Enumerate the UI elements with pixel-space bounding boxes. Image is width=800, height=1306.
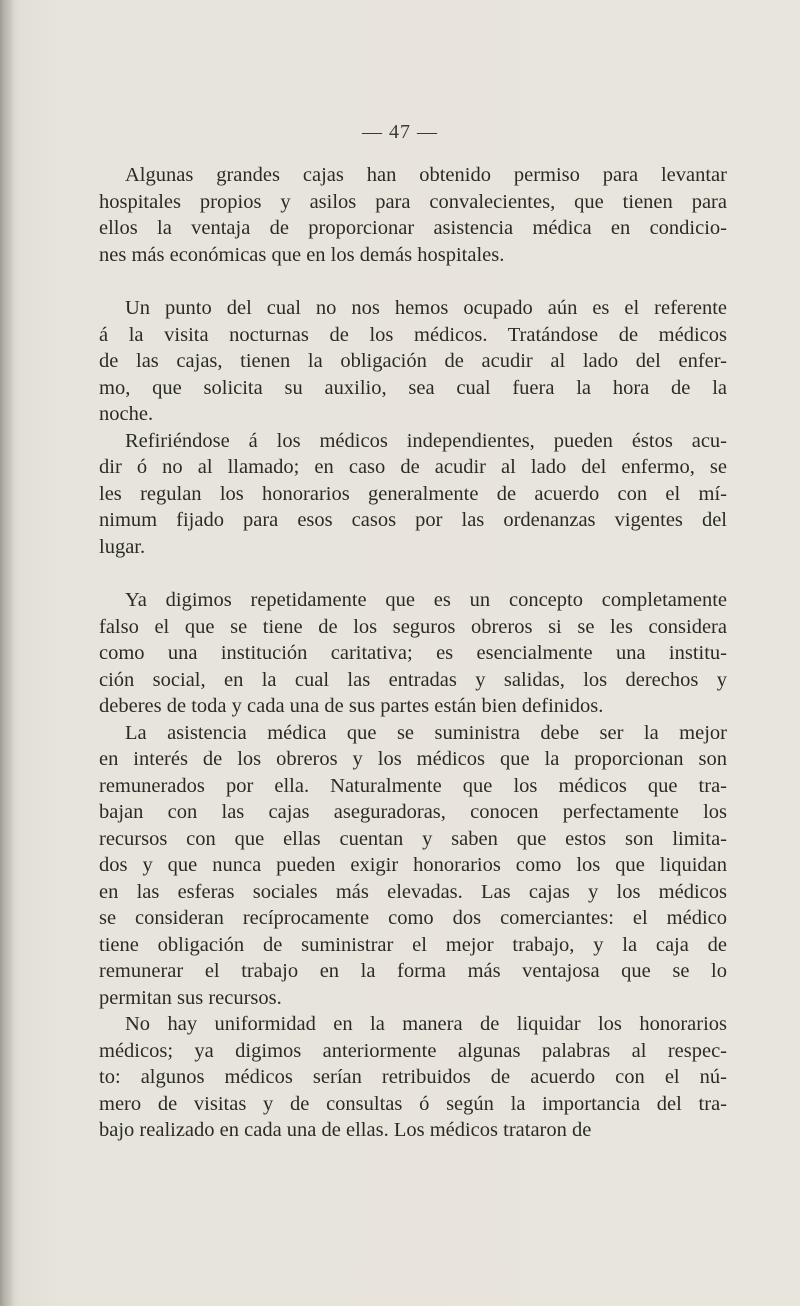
text-line: deberes de toda y cada una de sus partes están bien definidos.	[99, 695, 604, 717]
text-line: les regulan los honorarios generalmente de acuerdo con el mí-	[99, 482, 727, 505]
paragraph-gap	[99, 560, 727, 587]
text-line: nes más económicas que en los demás hospitales.	[99, 243, 505, 266]
text-line: falso el que se tiene de los seguros obreros si se les considera	[99, 615, 727, 638]
paragraph	[99, 720, 727, 1012]
text-line: mo, que solicita su auxilio, sea cual fuera la hora de la	[99, 376, 727, 399]
text-line: lugar.	[99, 535, 146, 558]
text-line: médicos; ya digimos anteriormente algunas palabras al respec-	[99, 1039, 727, 1062]
text-line: ción social, en la cual las entradas y salidas, los derechos y	[99, 668, 727, 691]
text-line: en las esferas sociales más elevadas. Las cajas y los médicos	[99, 880, 727, 903]
paragraph	[99, 162, 727, 268]
text-line: hospitales propios y asilos para convalecientes, que tienen para	[99, 190, 727, 213]
paragraph	[99, 1011, 727, 1144]
text-line: de las cajas, tienen la obligación de acudir al lado del enfer-	[99, 350, 727, 372]
text-line: bajan con las cajas aseguradoras, conocen perfectamente los	[99, 801, 727, 823]
text-line: recursos con que ellas cuentan y saben que estos son limita-	[99, 827, 727, 850]
text-line: Un punto del cual no nos hemos ocupado aún es el referente	[125, 297, 727, 319]
paragraph	[99, 295, 727, 428]
text-line: dos y que nunca pueden exigir honorarios como los que liquidan	[99, 854, 727, 876]
paragraph-gap	[99, 268, 727, 295]
body-text	[99, 162, 727, 1144]
text-line: No hay uniformidad en la manera de liquidar los honorarios	[125, 1013, 727, 1035]
text-line: Algunas grandes cajas han obtenido permiso para levantar	[125, 164, 727, 186]
text-line: Refiriéndose á los médicos independientes, pueden éstos acu-	[125, 429, 727, 452]
text-line: to: algunos médicos serían retribuidos de acuerdo con el nú-	[99, 1066, 727, 1088]
text-line: noche.	[99, 403, 154, 425]
text-line: remunerar el trabajo en la forma más ventajosa que se lo	[99, 960, 727, 982]
text-line: ellos la ventaja de proporcionar asistencia médica en condicio-	[99, 217, 727, 239]
paragraph	[99, 428, 727, 561]
text-line: á la visita nocturnas de los médicos. Tratándose de médicos	[99, 323, 727, 346]
text-line: nimum fijado para esos casos por las ordenanzas vigentes del	[99, 509, 727, 531]
page-gutter-shadow	[0, 0, 14, 1306]
text-line: en interés de los obreros y los médicos que la proporcionan son	[99, 748, 727, 770]
text-line: Ya digimos repetidamente que es un concepto completamente	[125, 589, 727, 611]
text-line: se consideran recíprocamente como dos comerciantes: el médico	[99, 907, 727, 929]
text-line: tiene obligación de suministrar el mejor trabajo, y la caja de	[99, 933, 727, 956]
text-line: como una institución caritativa; es esencialmente una institu-	[99, 642, 727, 664]
text-line: mero de visitas y de consultas ó según la importancia del tra-	[99, 1092, 727, 1115]
text-line: La asistencia médica que se suministra debe ser la mejor	[125, 721, 727, 744]
paragraph	[99, 587, 727, 720]
text-line: remunerados por ella. Naturalmente que los médicos que tra-	[99, 774, 727, 797]
text-line: bajo realizado en cada una de ellas. Los médicos trataron de	[99, 1119, 592, 1141]
text-line: permitan sus recursos.	[99, 986, 282, 1009]
page-number: — 47 —	[362, 121, 438, 143]
text-line: dir ó no al llamado; en caso de acudir al lado del enfermo, se	[99, 456, 727, 478]
